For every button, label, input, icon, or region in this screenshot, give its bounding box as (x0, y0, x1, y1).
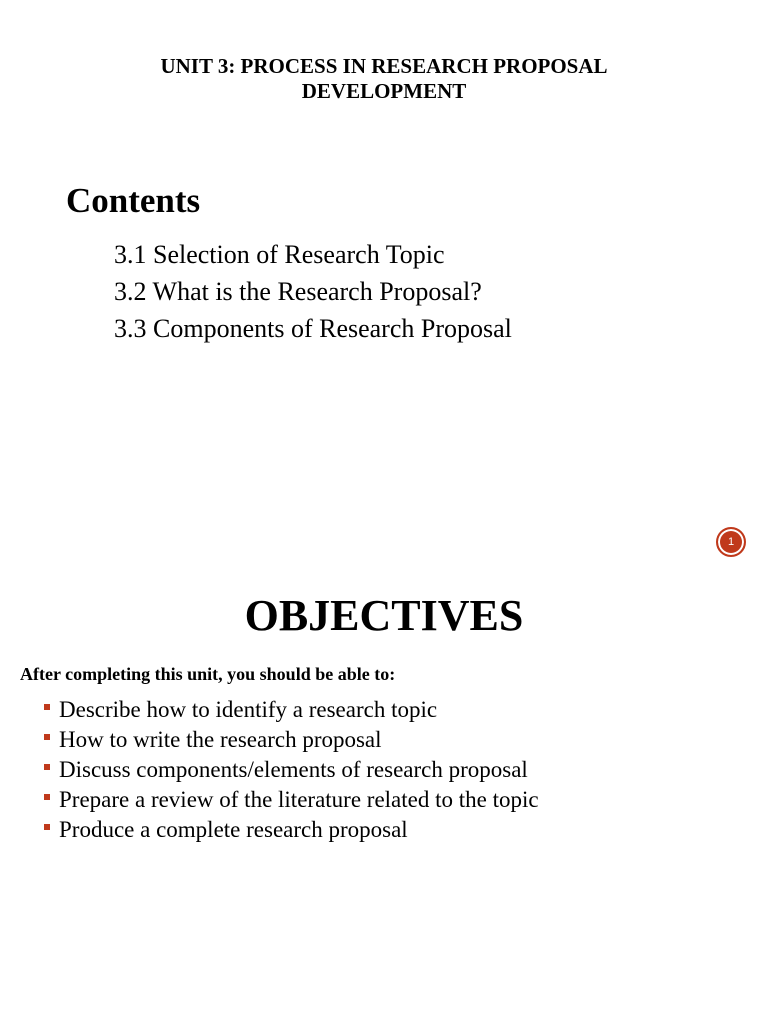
unit-title-line-1: UNIT 3: PROCESS IN RESEARCH PROPOSAL (160, 54, 608, 78)
unit-title-line-2: DEVELOPMENT (301, 79, 467, 103)
objective-item (44, 785, 539, 815)
objective-item (44, 725, 539, 755)
objective-text: Prepare a review of the literature related to the topic (59, 787, 539, 812)
page-number-badge: 1 (716, 527, 746, 557)
contents-heading: Contents (66, 181, 201, 220)
objectives-list (44, 695, 539, 845)
contents-item: 3.3 Components of Research Proposal (114, 314, 512, 343)
objective-item (44, 755, 539, 785)
square-bullet-icon (44, 794, 50, 800)
contents-list (114, 236, 512, 347)
square-bullet-icon (44, 704, 50, 710)
objective-item (44, 695, 539, 725)
square-bullet-icon (44, 764, 50, 770)
contents-item: 3.1 Selection of Research Topic (114, 240, 445, 269)
objective-text: Produce a complete research proposal (59, 817, 408, 842)
unit-title (0, 54, 768, 104)
contents-item: 3.2 What is the Research Proposal? (114, 277, 482, 306)
objective-text: Describe how to identify a research topic (59, 697, 438, 722)
objectives-title: OBJECTIVES (244, 591, 524, 640)
objective-text: How to write the research proposal (59, 727, 382, 752)
objective-text: Discuss components/elements of research proposal (59, 757, 528, 782)
slide-objectives (0, 568, 768, 1024)
square-bullet-icon (44, 824, 50, 830)
objective-item (44, 815, 539, 845)
objectives-intro: After completing this unit, you should be able to: (20, 664, 396, 684)
square-bullet-icon (44, 734, 50, 740)
